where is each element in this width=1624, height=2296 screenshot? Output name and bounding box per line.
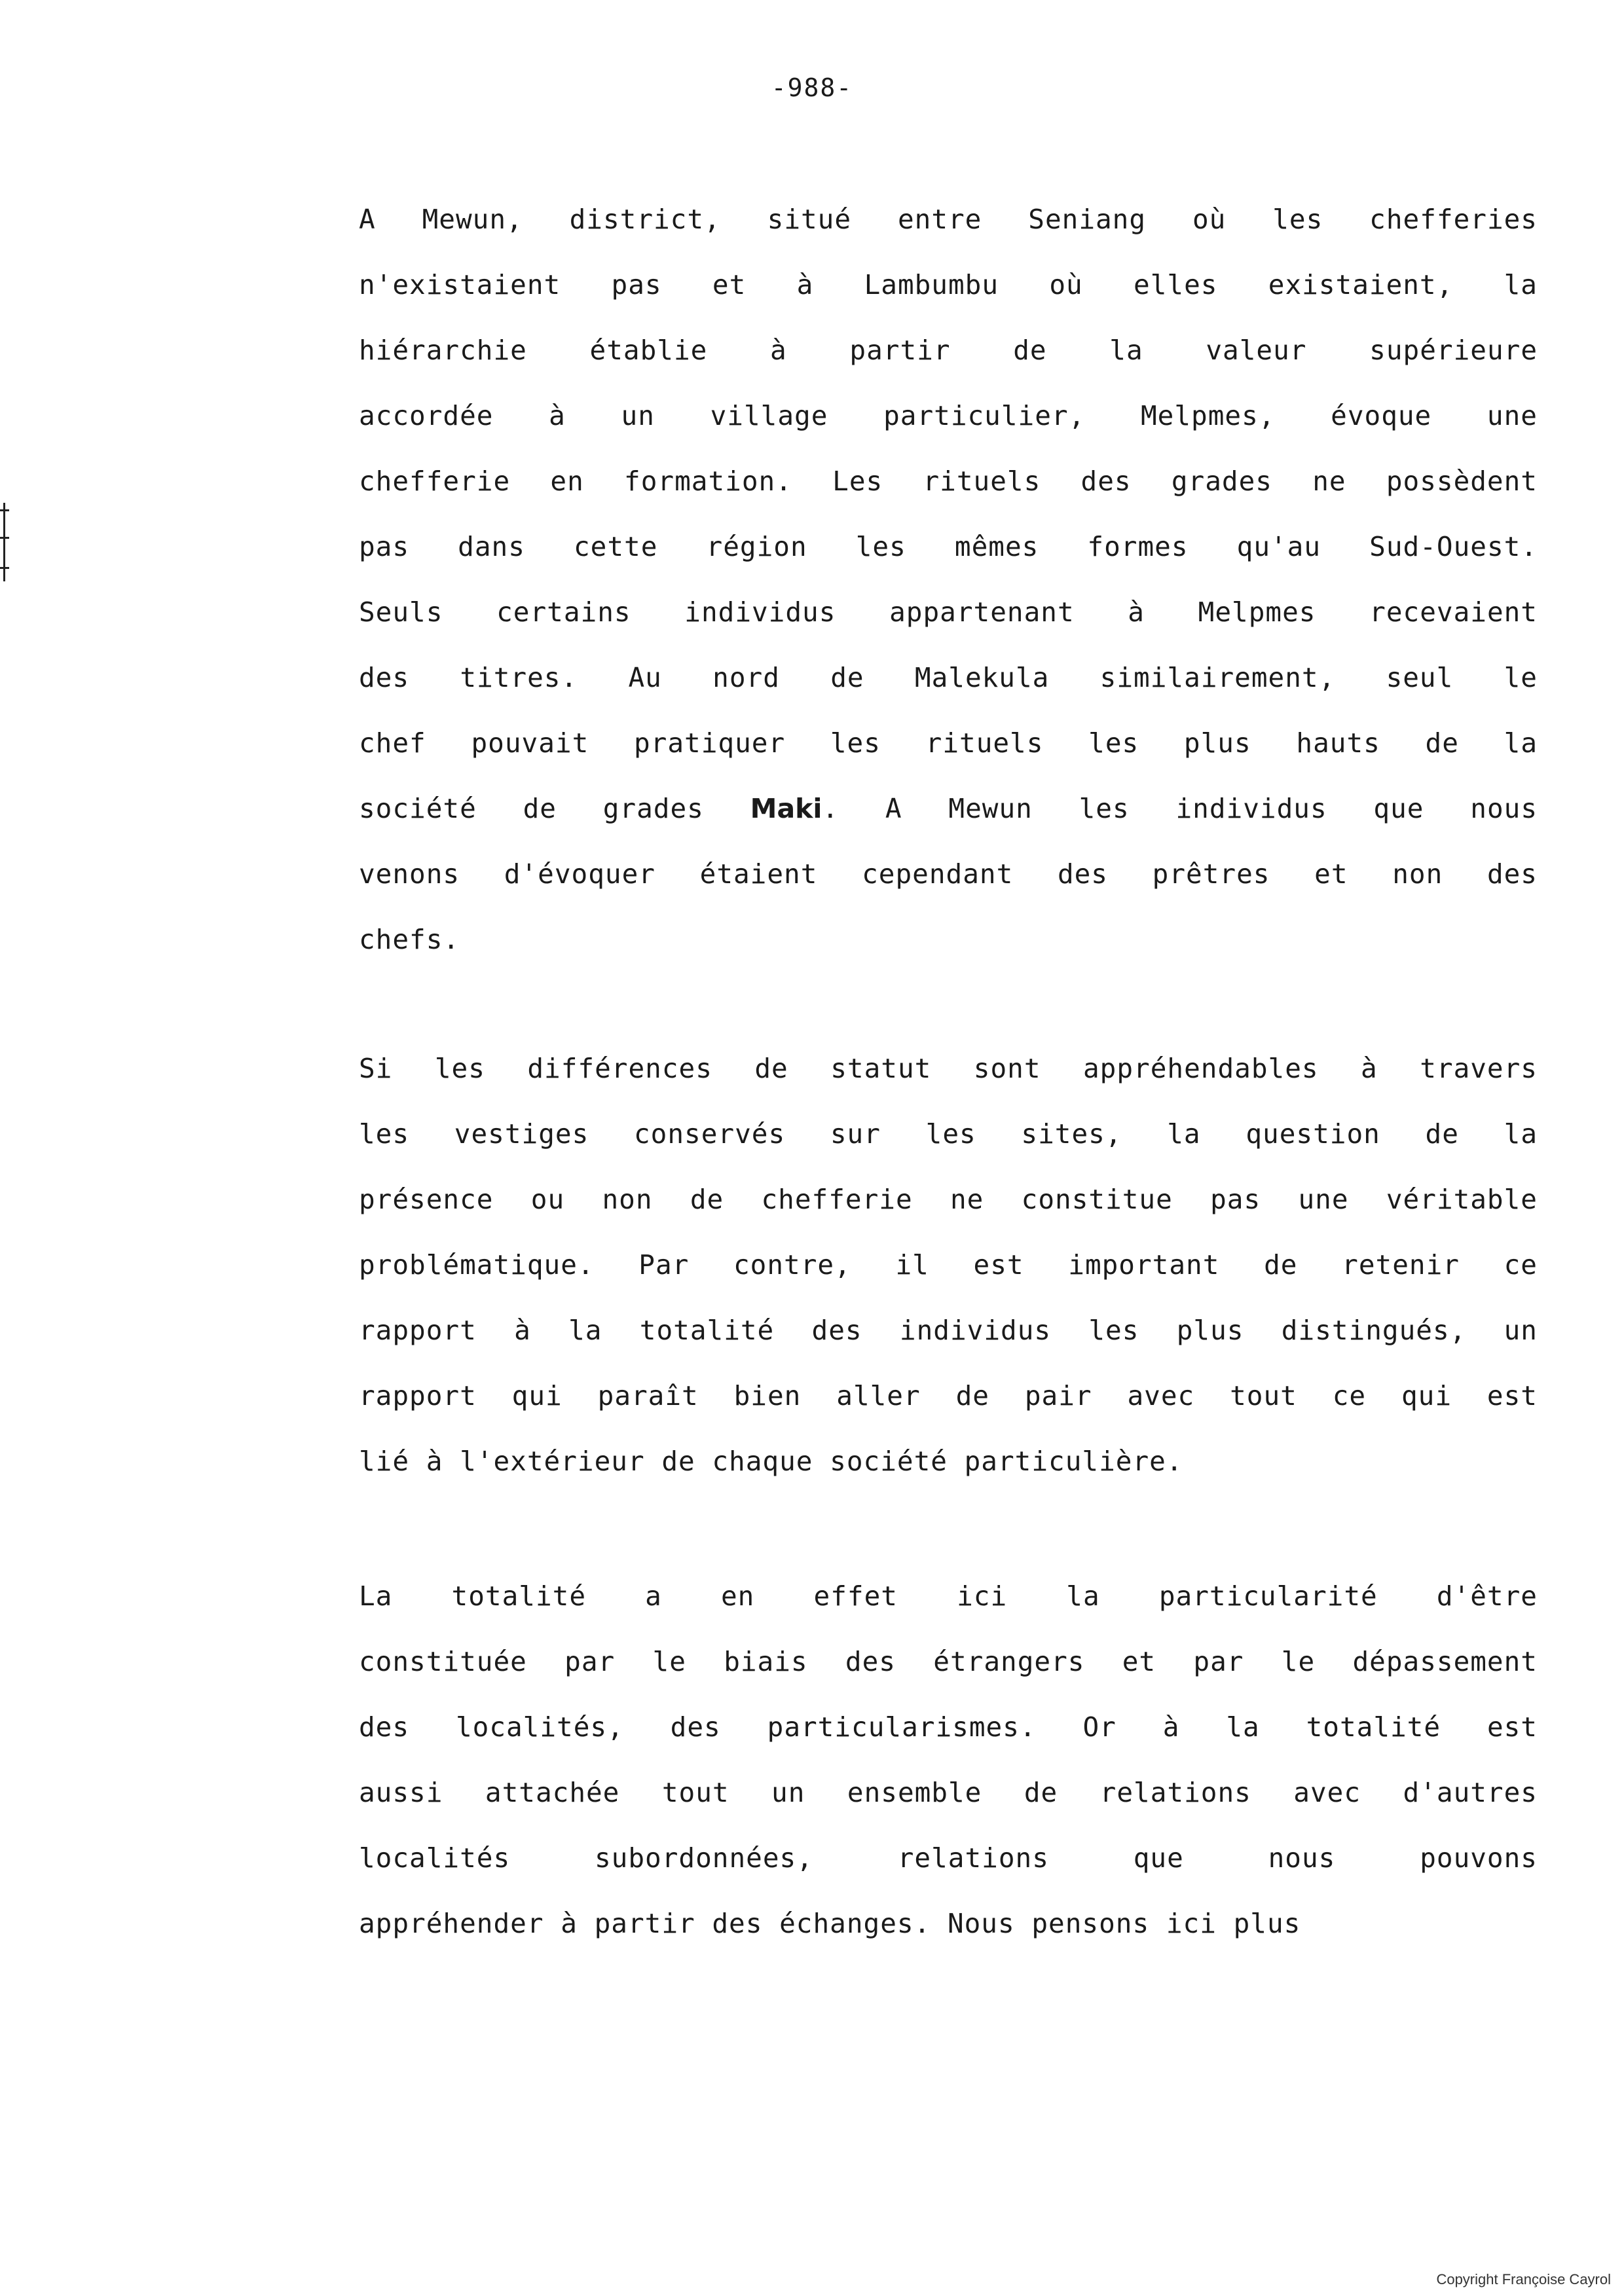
text-line: société de grades Maki. A Mewun les individus que nous (359, 793, 1538, 824)
text-line: chefs. (359, 924, 460, 955)
text-line: présence ou non de chefferie ne constitue pas une véritable (359, 1184, 1538, 1215)
text-line: A Mewun, district, situé entre Seniang où les chefferies (359, 204, 1538, 235)
text-line: rapport qui paraît bien aller de pair avec tout ce qui est (359, 1380, 1538, 1412)
text-line: des titres. Au nord de Malekula similairement, seul le (359, 662, 1538, 693)
text-line: constituée par le biais des étrangers et par le dépassement (359, 1646, 1538, 1677)
page-number: -988- (771, 73, 853, 102)
text-line: rapport à la totalité des individus les plus distingués, un (359, 1315, 1538, 1346)
text-line: hiérarchie établie à partir de la valeur supérieure (359, 335, 1538, 366)
text-line: La totalité a en effet ici la particularité d'être (359, 1580, 1538, 1612)
text-line: Seuls certains individus appartenant à Melpmes recevaient (359, 596, 1538, 628)
scan-margin-mark (0, 503, 10, 581)
text-line: aussi attachée tout un ensemble de relations avec d'autres (359, 1777, 1538, 1808)
text-line: problématique. Par contre, il est important de retenir ce (359, 1249, 1538, 1281)
copyright-notice: Copyright Françoise Cayrol (1436, 2271, 1611, 2287)
text-line: chefferie en formation. Les rituels des grades ne possèdent (359, 465, 1538, 497)
text-line: accordée à un village particulier, Melpmes, évoque une (359, 400, 1538, 431)
text-line: appréhender à partir des échanges. Nous pensons ici plus (359, 1908, 1301, 1939)
text-line: pas dans cette région les mêmes formes qu'au Sud-Ouest. (359, 531, 1538, 562)
text-line: n'existaient pas et à Lambumbu où elles existaient, la (359, 269, 1538, 301)
text-line: lié à l'extérieur de chaque société particulière. (359, 1446, 1183, 1477)
text-line: venons d'évoquer étaient cependant des prêtres et non des (359, 858, 1538, 890)
text-line: des localités, des particularismes. Or à la totalité est (359, 1711, 1538, 1743)
text-line: les vestiges conservés sur les sites, la question de la (359, 1118, 1538, 1150)
text-line: Si les différences de statut sont appréhendables à travers (359, 1053, 1538, 1084)
text-line: localités subordonnées, relations que nous pouvons (359, 1842, 1538, 1874)
emphasized-term: Maki (750, 793, 822, 824)
text-line: chef pouvait pratiquer les rituels les plus hauts de la (359, 727, 1538, 759)
